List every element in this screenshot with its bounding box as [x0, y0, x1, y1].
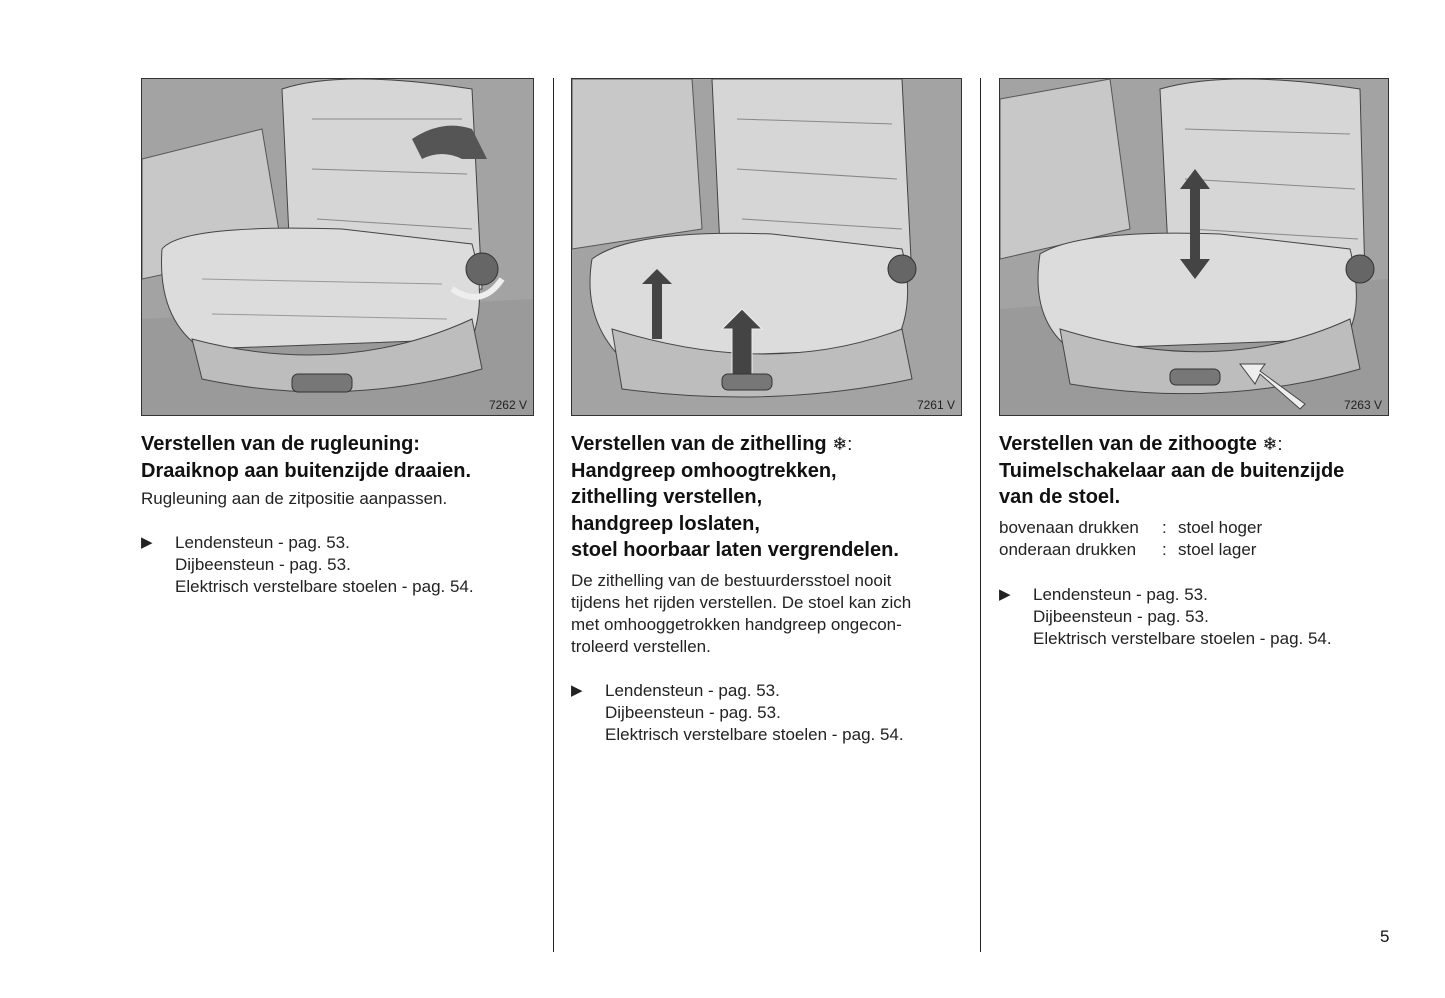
- seat-illustration-tilt: [571, 78, 962, 416]
- body-line: tijdens het rijden verstellen. De stoel kan zich: [571, 592, 912, 612]
- figure-code: 7263 V: [1343, 398, 1382, 412]
- heading-line: van de stoel.: [999, 486, 1121, 508]
- heading-line: [999, 431, 1399, 458]
- instruction-key: onderaan drukken: [999, 539, 1137, 559]
- column-seat-tilt: [571, 78, 971, 746]
- body-text: [571, 570, 971, 658]
- instruction-key: bovenaan drukken: [999, 517, 1139, 537]
- heading-line: handgreep loslaten,: [571, 512, 760, 535]
- reference-list: [999, 584, 1399, 650]
- heading-text: Verstellen van de zithoogte: [999, 433, 1257, 455]
- heading-line: Verstellen van de rugleuning:: [141, 433, 420, 455]
- heading-line: Handgreep omhoogtrekken,: [571, 459, 837, 482]
- body-line: met omhooggetrokken handgreep ongecon-: [571, 614, 902, 634]
- seat-illustration-backrest: [141, 78, 534, 416]
- column-divider-2: [980, 78, 981, 952]
- reference-link[interactable]: Dijbeensteun - pag. 53.: [175, 555, 351, 574]
- section-heading: [141, 431, 541, 484]
- section-heading: [999, 431, 1399, 511]
- reference-list: [141, 532, 541, 598]
- reference-link[interactable]: Dijbeensteun - pag. 53.: [1033, 606, 1209, 626]
- figure-code: 7261 V: [916, 398, 955, 412]
- instruction-value: stoel lager: [1178, 539, 1257, 559]
- instruction-separator: :: [1162, 517, 1167, 537]
- body-line: De zithelling van de bestuurdersstoel nooit: [571, 570, 892, 590]
- reference-link[interactable]: Elektrisch verstelbare stoelen - pag. 54.: [605, 724, 904, 744]
- section-heading: [571, 431, 971, 564]
- column-seatback: [141, 78, 541, 598]
- reference-link[interactable]: Elektrisch verstelbare stoelen - pag. 54.: [175, 577, 474, 596]
- heading-line: Draaiknop aan buitenzijde draaien.: [141, 459, 472, 482]
- reference-link[interactable]: Elektrisch verstelbare stoelen - pag. 54.: [1033, 628, 1332, 648]
- heading-text: Verstellen van de zithelling: [571, 433, 827, 455]
- instruction-separator: :: [1162, 539, 1167, 559]
- triangle-right-icon: ▶: [571, 681, 583, 699]
- page-number: 5: [1380, 927, 1390, 946]
- reference-list: [571, 680, 971, 746]
- heading-line: zithelling verstellen,: [571, 486, 763, 508]
- body-text: Rugleuning aan de zitpositie aanpassen.: [141, 489, 448, 508]
- instruction-value: stoel hoger: [1178, 517, 1263, 537]
- triangle-right-icon: ▶: [999, 585, 1011, 603]
- column-divider-1: [553, 78, 554, 952]
- reference-link[interactable]: Lendensteun - pag. 53.: [605, 680, 780, 700]
- heading-line: Tuimelschakelaar aan de buitenzijde: [999, 459, 1345, 482]
- heading-line: stoel hoorbaar laten vergrendelen.: [571, 539, 899, 561]
- reference-link[interactable]: Dijbeensteun - pag. 53.: [605, 702, 781, 722]
- reference-link[interactable]: Lendensteun - pag. 53.: [175, 533, 350, 552]
- seat-illustration-height: [999, 78, 1389, 416]
- snowflake-icon: ❄:: [832, 434, 853, 454]
- column-seat-height: [999, 78, 1399, 650]
- instruction-row: [999, 517, 1399, 539]
- triangle-right-icon: ▶: [141, 534, 153, 551]
- instruction-row: [999, 539, 1399, 561]
- reference-link[interactable]: Lendensteun - pag. 53.: [1033, 584, 1208, 604]
- body-line: troleerd verstellen.: [571, 636, 711, 656]
- instruction-table: [999, 517, 1399, 561]
- snowflake-icon: ❄:: [1262, 434, 1283, 454]
- figure-code: 7262 V: [488, 398, 527, 412]
- heading-line: [571, 431, 971, 458]
